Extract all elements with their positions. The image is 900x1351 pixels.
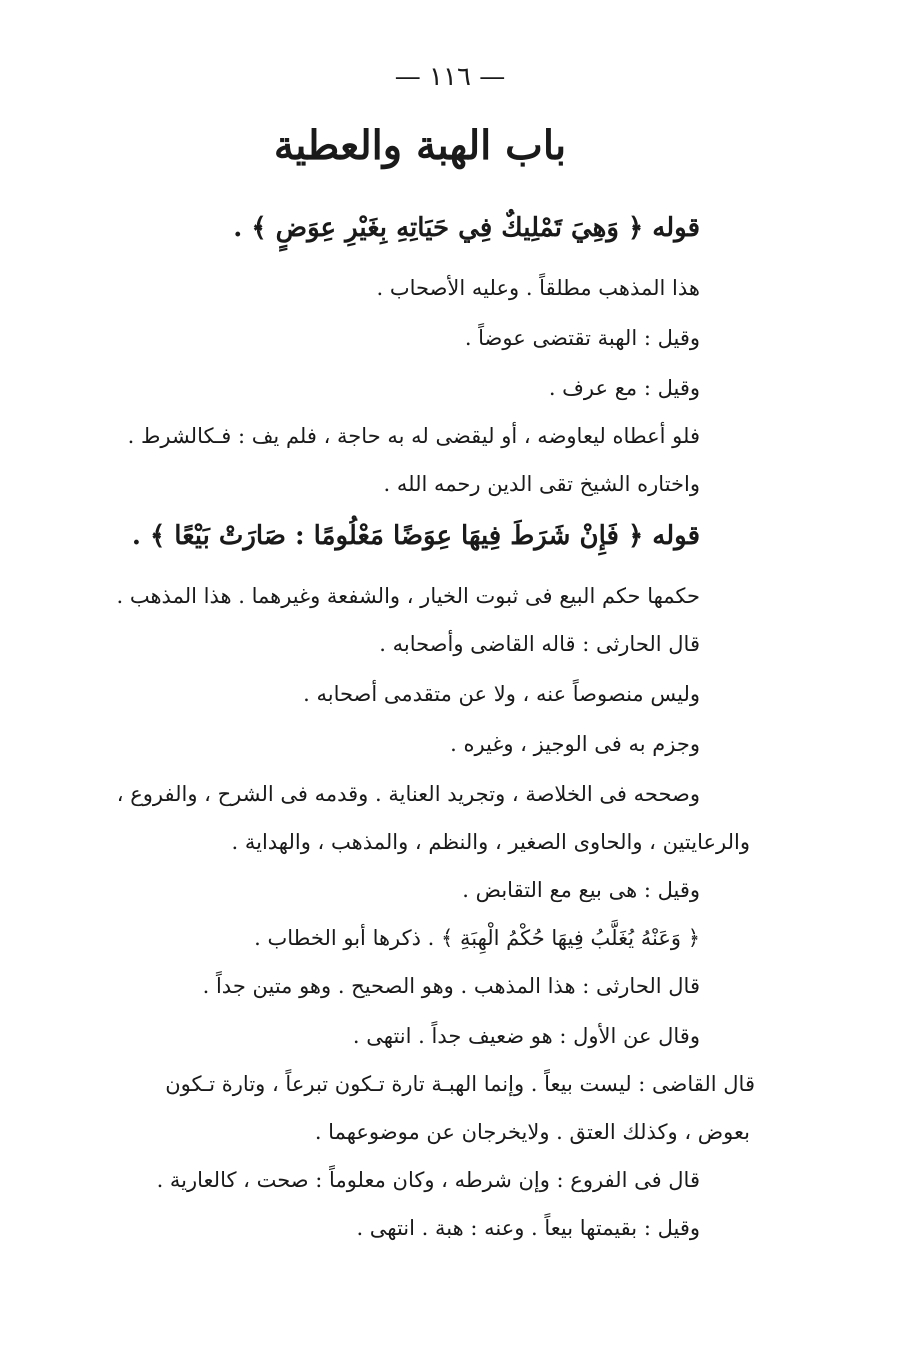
text-line: حكمها حكم البيع فى ثبوت الخيار ، والشفعة وغيرهما . هذا المذهب . [116, 584, 700, 608]
text-line: وليس منصوصاً عنه ، ولا عن متقدمى أصحابه . [303, 682, 700, 706]
text-line: قال القاضى : ليست بيعاً . وإنما الهبـة تارة تـكون تبرعاً ، وتارة تـكون [165, 1072, 755, 1096]
text-line: ﴿ وَعَنْهُ يُغَلَّبُ فِيهَا حُكْمُ الْهِبَةِ ﴾ . ذكرها أبو الخطاب . [254, 926, 700, 950]
text-line: بعوض ، وكذلك العتق . ولايخرجان عن موضوعهما . [314, 1120, 750, 1144]
text-line: وصححه فى الخلاصة ، وتجريد العناية . وقدمه فى الشرح ، والفروع ، [116, 782, 700, 806]
text-line: فلو أعطاه ليعاوضه ، أو ليقضى له به حاجة ، فلم يف : فـكالشرط . [127, 424, 700, 448]
text-line: وجزم به فى الوجيز ، وغيره . [450, 732, 700, 756]
text-line: وقيل : مع عرف . [548, 376, 700, 400]
text-line: وقال عن الأول : هو ضعيف جداً . انتهى . [352, 1024, 700, 1048]
text-line: والرعايتين ، والحاوى الصغير ، والنظم ، والمذهب ، والهداية . [231, 830, 750, 854]
text-line: وقيل : بقيمتها بيعاً . وعنه : هبة . انتهى . [356, 1216, 700, 1240]
text-line: قال الحارثى : هذا المذهب . وهو الصحيح . وهو متين جداً . [202, 974, 700, 998]
chapter-title: باب الهبة والعطية [273, 122, 567, 169]
text-line: قوله ﴿ وَهِيَ تَمْلِيكٌ فِي حَيَاتِهِ بِغَيْرِ عِوَضٍ ﴾ . [233, 213, 700, 243]
page-number: — ١١٦ — [394, 62, 506, 92]
text-line: وقيل : هى بيع مع التقابض . [462, 878, 700, 902]
text-line: قال الحارثى : قاله القاضى وأصحابه . [379, 632, 700, 656]
text-line: هذا المذهب مطلقاً . وعليه الأصحاب . [376, 276, 700, 300]
text-line: واختاره الشيخ تقى الدين رحمه الله . [383, 472, 700, 496]
text-line: وقيل : الهبة تقتضى عوضاً . [464, 326, 700, 350]
text-line: قوله ﴿ فَإِنْ شَرَطَ فِيهَا عِوَضًا مَعْلُومًا : صَارَتْ بَيْعًا ﴾ . [131, 521, 700, 551]
text-line: قال فى الفروع : وإن شرطه ، وكان معلوماً : صحت ، كالعارية . [156, 1168, 700, 1192]
